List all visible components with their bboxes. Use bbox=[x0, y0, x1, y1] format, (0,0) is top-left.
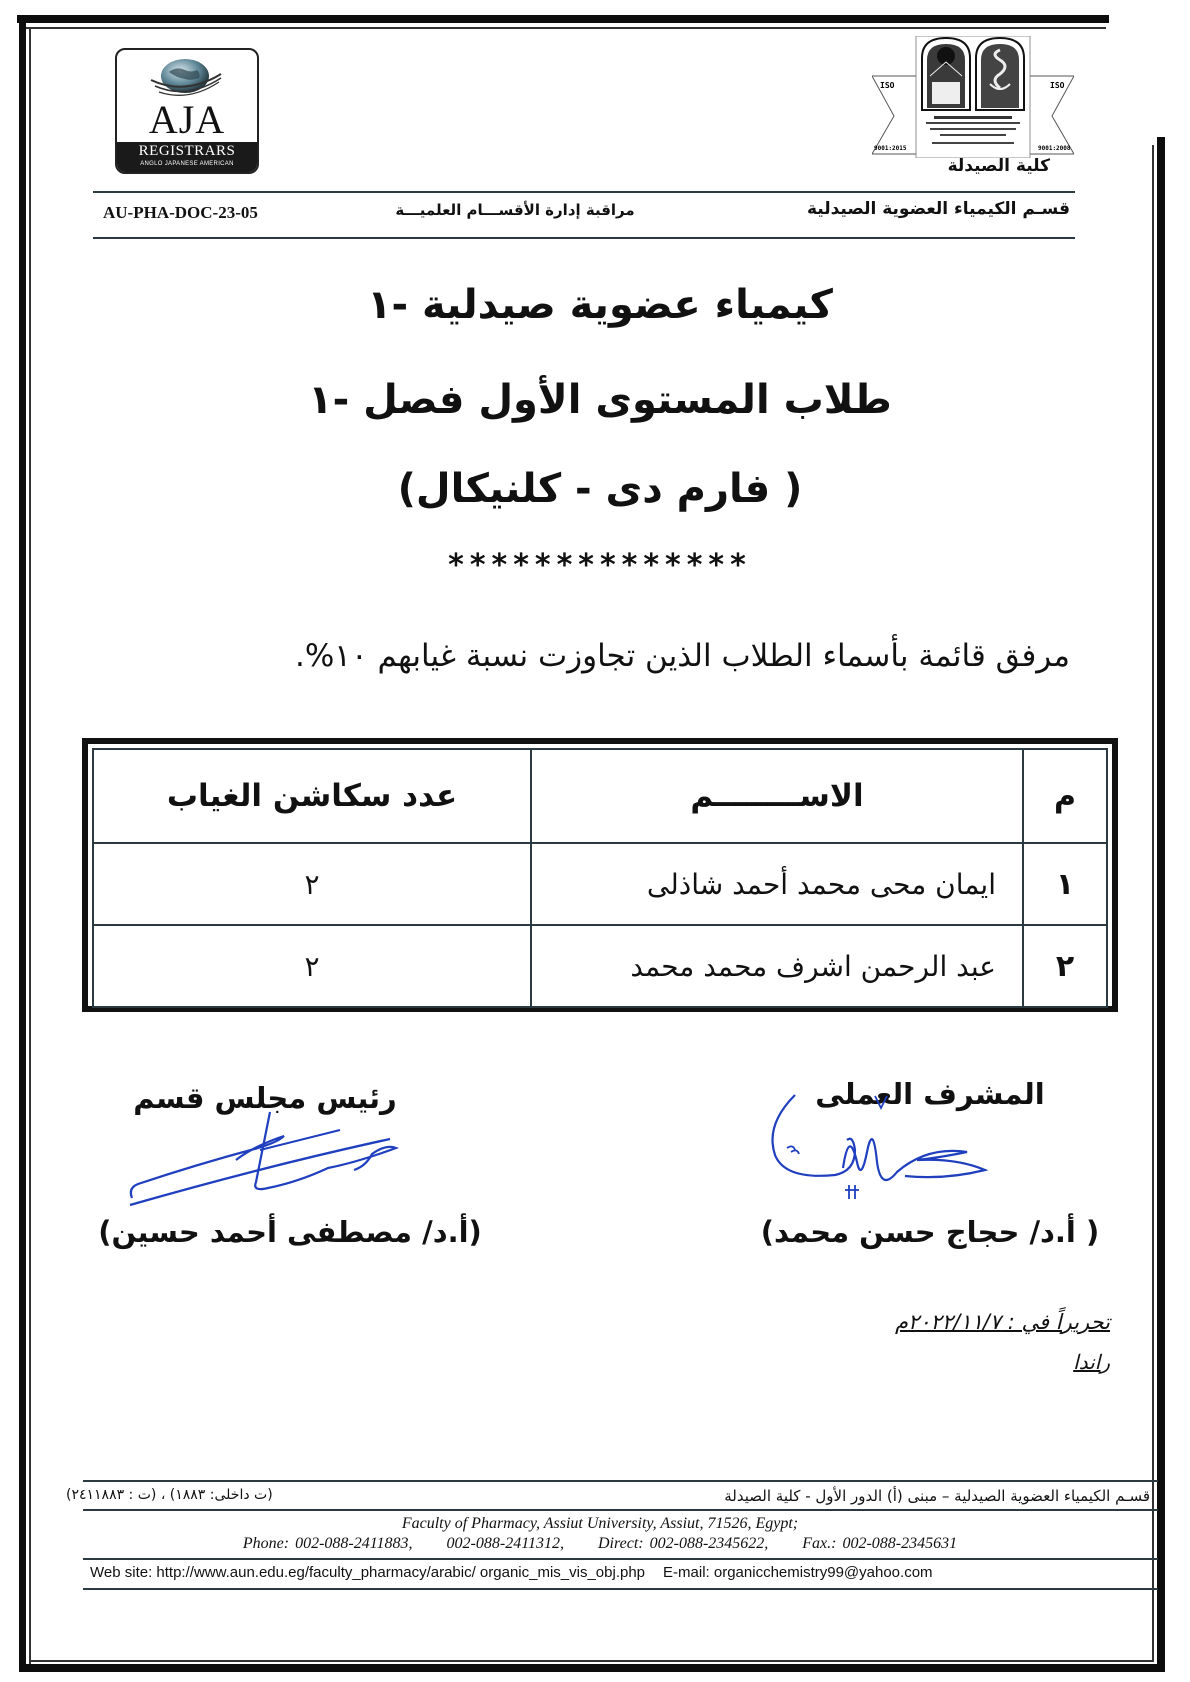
footer-rule-1 bbox=[83, 1480, 1158, 1482]
footer-phone-2: 002-088-2411312, bbox=[446, 1535, 564, 1552]
practical-supervisor-role: المشرف العملى bbox=[815, 1077, 1045, 1111]
footer-rule-2 bbox=[83, 1509, 1158, 1511]
footer-rule-3 bbox=[83, 1558, 1158, 1560]
document-code: AU-PHA-DOC-23-05 bbox=[103, 203, 258, 222]
course-title: كيمياء عضوية صيدلية -١ bbox=[367, 282, 833, 328]
column-header-name: الاســــــــم bbox=[531, 749, 1023, 843]
footer-direct: Direct: 002-088-2345622, bbox=[598, 1535, 769, 1552]
department-head-role: رئيس مجلس قسم bbox=[133, 1081, 397, 1115]
header-rule-bottom bbox=[93, 237, 1075, 239]
supervisor-signature bbox=[755, 1090, 1035, 1210]
aja-logo-registrars: REGISTRARS bbox=[138, 143, 236, 159]
page-border-right bbox=[1157, 137, 1165, 1672]
page-border-top bbox=[17, 15, 1109, 23]
globe-icon bbox=[147, 56, 225, 102]
student-name: ايمان محى محمد أحمد شاذلى bbox=[531, 843, 1023, 925]
page-border-bottom bbox=[19, 1664, 1165, 1672]
table-row bbox=[93, 843, 1107, 925]
page-border-bottom-inner bbox=[29, 1660, 1154, 1662]
header-rule-top bbox=[93, 191, 1075, 193]
absence-count: ٢ bbox=[93, 843, 531, 925]
page-border-top-inner bbox=[26, 27, 1106, 29]
aja-logo-band bbox=[117, 142, 257, 172]
column-header-absences: عدد سكاشن الغياب bbox=[93, 749, 531, 843]
table-header-row bbox=[93, 749, 1107, 843]
footer-contact-numbers bbox=[100, 1535, 1100, 1553]
svg-text:9001:2008: 9001:2008 bbox=[1038, 145, 1071, 152]
row-index: ١ bbox=[1023, 843, 1107, 925]
issue-date: تحريراً في : ٢٠٢٢/١١/٧م bbox=[894, 1310, 1110, 1334]
footer-email-link[interactable]: E-mail: organicchemistry99@yahoo.com bbox=[663, 1564, 933, 1581]
aja-logo-subtitle: ANGLO JAPANESE AMERICAN bbox=[140, 161, 234, 167]
footer-fax: Fax.: 002-088-2345631 bbox=[802, 1535, 958, 1552]
page-border-right-inner bbox=[1152, 145, 1154, 1662]
level-title: طلاب المستوى الأول فصل -١ bbox=[308, 377, 892, 423]
footer-address-english: Faculty of Pharmacy, Assiut University, Assiut, 71526, Egypt; bbox=[401, 1515, 799, 1532]
department-head-signature bbox=[110, 1110, 430, 1210]
footer-phones-arabic: (ت داخلى: ١٨٨٣) ، (ت : ٢٤١١٨٨٣) bbox=[66, 1487, 273, 1503]
svg-text:9001:2015: 9001:2015 bbox=[874, 145, 907, 152]
aja-registrars-logo bbox=[115, 48, 259, 174]
footer-rule-4 bbox=[83, 1588, 1158, 1590]
student-name: عبد الرحمن اشرف محمد محمد bbox=[531, 925, 1023, 1007]
footer-web-line bbox=[90, 1564, 1150, 1581]
footer-website-link[interactable]: Web site: http://www.aun.edu.eg/faculty_pharmacy/arabic/ organic_mis_vis_obj.php bbox=[90, 1564, 646, 1581]
row-index: ٢ bbox=[1023, 925, 1107, 1007]
header-center-label: مراقبة إدارة الأقســـام العلميـــة bbox=[395, 201, 635, 219]
column-header-index: م bbox=[1023, 749, 1107, 843]
footer-address-arabic: قسـم الكيمياء العضوية الصيدلية – مبنى (أ) الدور الأول - كلية الصيدلة bbox=[724, 1487, 1150, 1505]
absence-table bbox=[92, 748, 1108, 1008]
faculty-seal-logo bbox=[872, 36, 1074, 158]
table-row bbox=[93, 925, 1107, 1007]
prepared-by: راندا bbox=[1073, 1350, 1110, 1374]
department-name: قسـم الكيمياء العضوية الصيدلية bbox=[806, 199, 1070, 219]
supervisor-name: ( أ.د/ حجاج حسن محمد) bbox=[760, 1215, 1100, 1249]
program-title: ( فارم دى - كلنيكال) bbox=[397, 466, 803, 512]
stars-separator: ************** bbox=[448, 548, 752, 583]
footer-phone: Phone: 002-088-2411883, bbox=[242, 1535, 413, 1552]
aja-logo-title: AJA bbox=[148, 97, 226, 142]
page-border-left bbox=[19, 15, 26, 1672]
faculty-name-caption: كلية الصيدلة bbox=[947, 156, 1050, 176]
department-head-name: (أ.د/ مصطفى أحمد حسين) bbox=[98, 1215, 482, 1249]
intro-paragraph: مرفق قائمة بأسماء الطلاب الذين تجاوزت نسبة غيابهم ١٠%. bbox=[294, 638, 1070, 674]
svg-text:ISO: ISO bbox=[880, 81, 895, 90]
absence-count: ٢ bbox=[93, 925, 531, 1007]
svg-text:ISO: ISO bbox=[1050, 81, 1065, 90]
page-border-left-inner bbox=[29, 27, 31, 1664]
